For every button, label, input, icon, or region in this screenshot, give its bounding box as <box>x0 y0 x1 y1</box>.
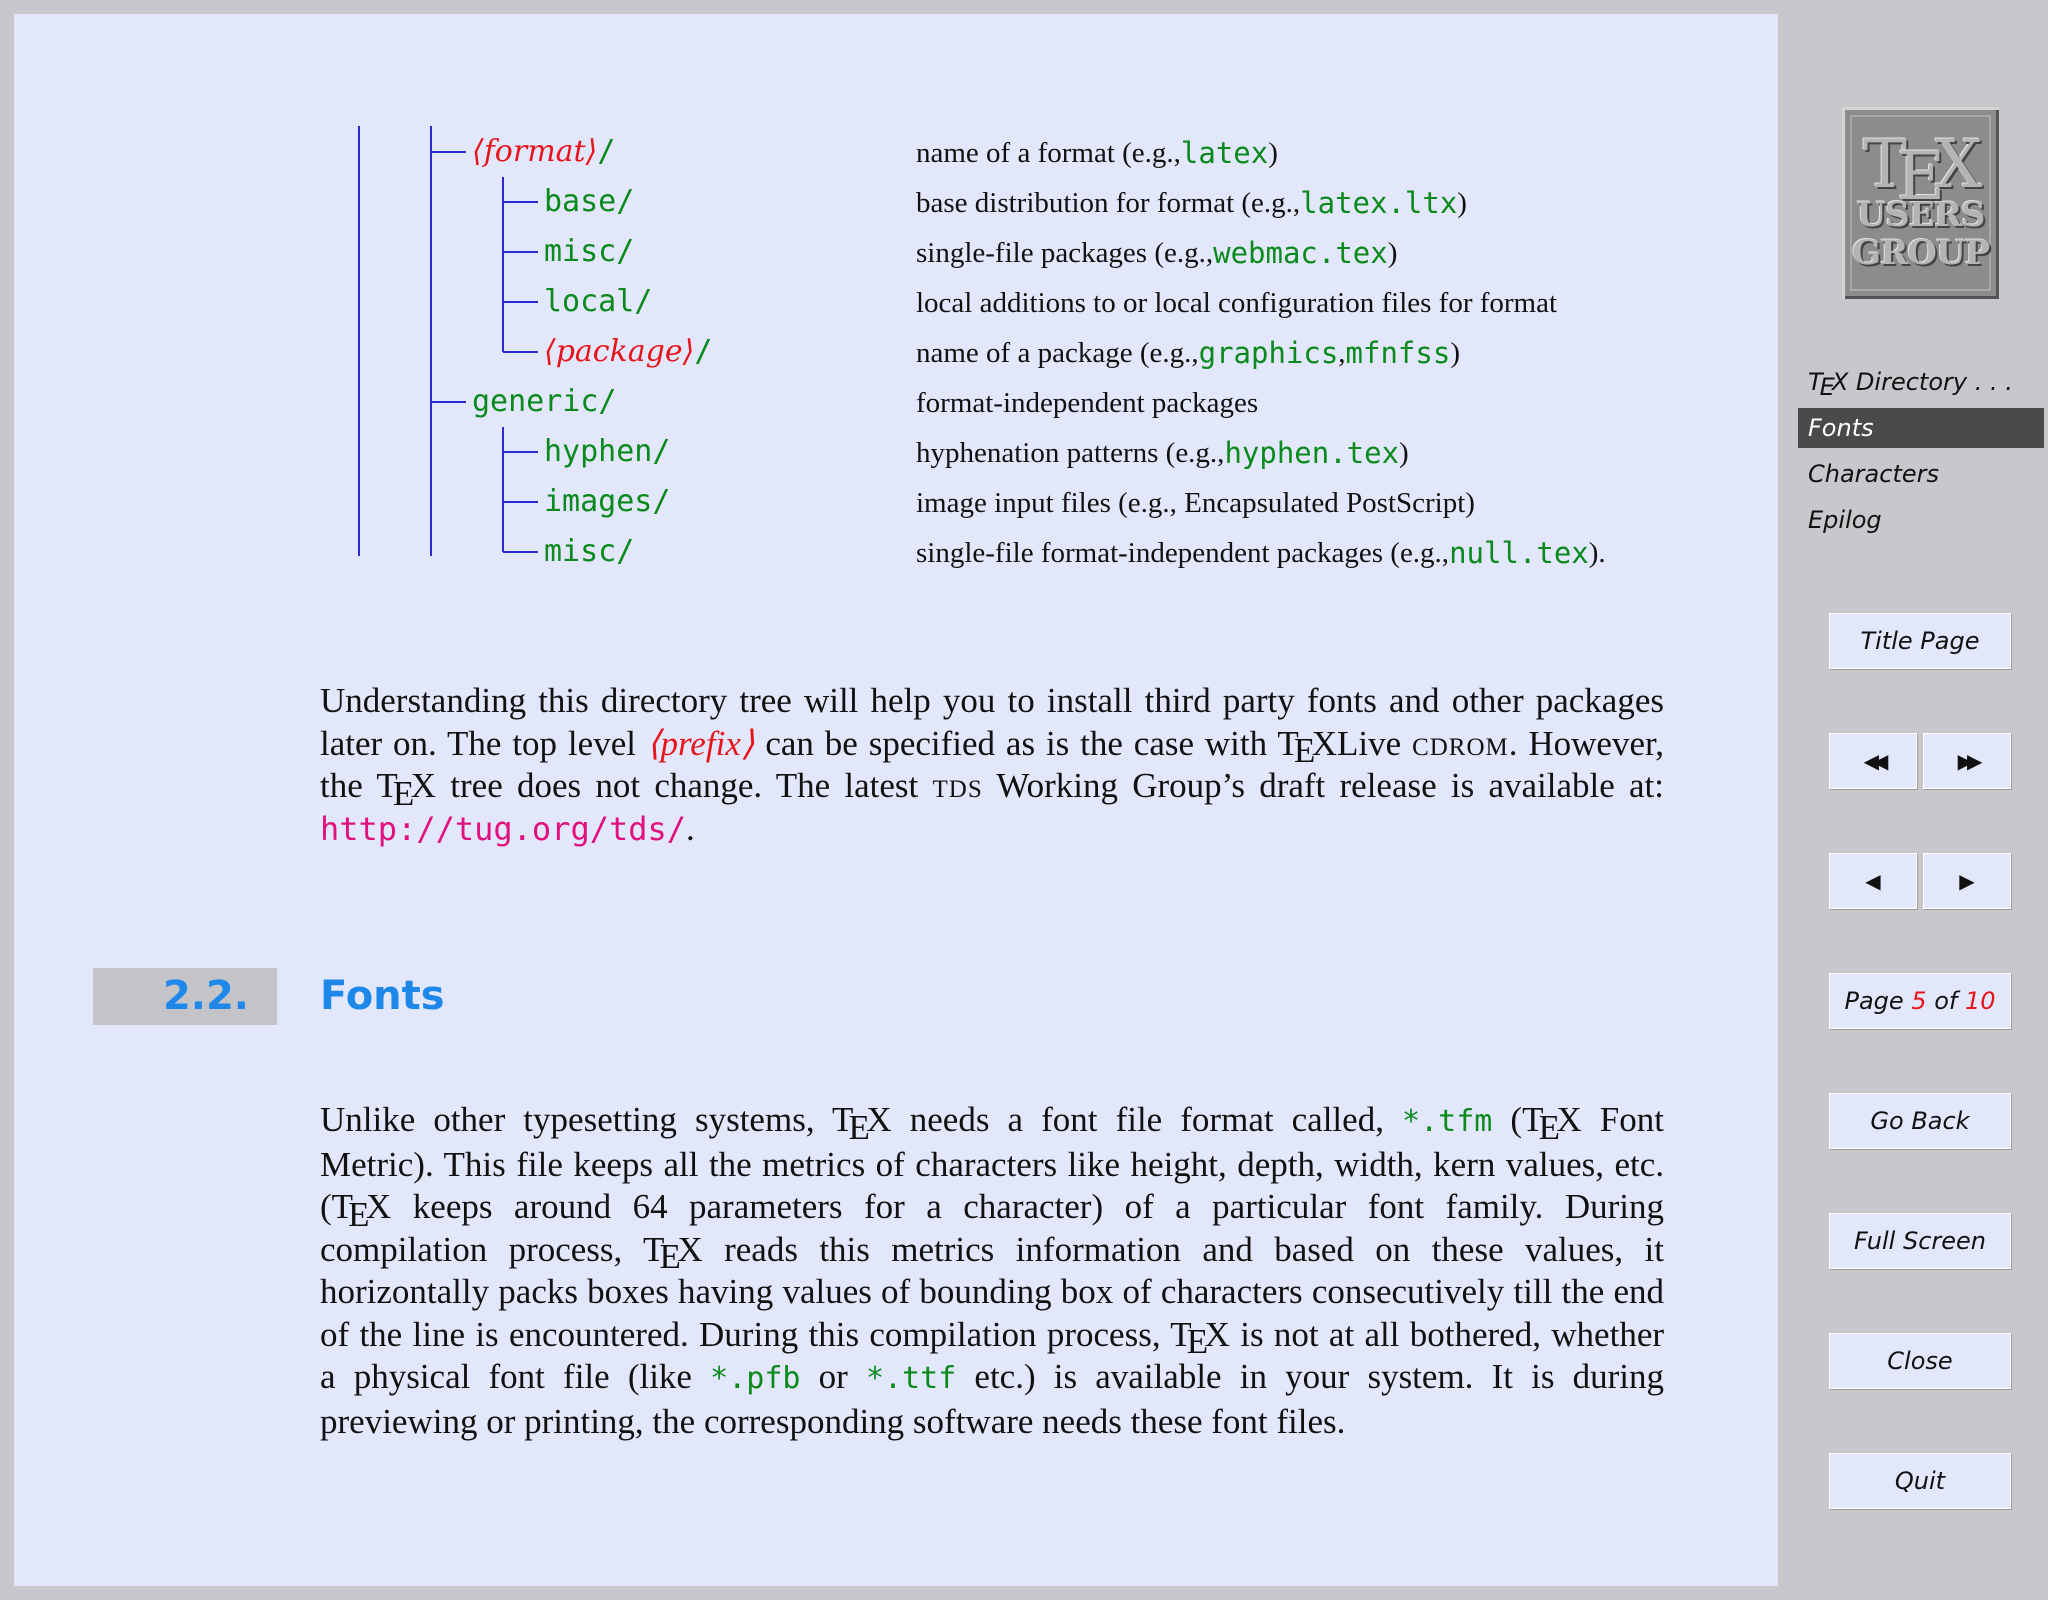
tree-folder-description: base distribution for format (e.g., latex.ltx ) <box>916 186 1467 220</box>
tex-logo: TEX <box>1522 1100 1582 1147</box>
tree-folder-name: hyphen/ <box>544 433 671 469</box>
prefix-variable: ⟨prefix⟩ <box>646 723 755 763</box>
tree-folder-name: base/ <box>544 183 635 219</box>
tex-logo: TEX <box>1277 723 1338 771</box>
section-number: 2.2. <box>162 973 249 1019</box>
previous-page-button[interactable] <box>1829 853 1917 909</box>
total-page-number: 10 <box>1964 987 1996 1015</box>
tree-folder-description: single-file packages (e.g., webmac.tex ) <box>916 236 1398 270</box>
go-back-button[interactable]: Go Back <box>1829 1093 2011 1149</box>
double-right-arrow-icon: ▶▶ <box>1957 749 1977 773</box>
pfb-extension: *.pfb <box>710 1361 801 1396</box>
tree-folder-name: misc/ <box>544 533 635 569</box>
tree-folder-description: hyphenation patterns (e.g., hyphen.tex ) <box>916 436 1409 470</box>
full-screen-button[interactable]: Full Screen <box>1829 1213 2011 1269</box>
paragraph-fonts: Unlike other typesetting systems, TEX needs a font file format called, *.tfm (TEX Font Metric). This file keeps all the metrics of characters like height, depth, width, kern values, etc. (TEX keeps around 64 parameters for a character) of a particular font family. During compilation process, TEX reads this metrics information and based on these values, it horizontally packs boxes having values of bounding box of characters consecutively till the end of the line is encountered. During this compilation process, TEX is not at all bothered, whether a physical font file (like *.pfb or *.ttf etc.) is available in your system. It is during previewing or printing, the corresponding software needs these font files. <box>320 1100 1665 1441</box>
nav-item-tex-directory[interactable]: TEX Directory . . . <box>1808 368 2013 401</box>
ttf-extension: *.ttf <box>865 1361 957 1396</box>
tree-folder-description: single-file format-independent packages (e.g., null.tex ). <box>916 536 1606 570</box>
current-page-number: 5 <box>1911 987 1927 1015</box>
close-button[interactable]: Close <box>1829 1333 2011 1389</box>
tree-folder-description: name of a package (e.g., graphics , mfnfss ) <box>916 336 1460 370</box>
tree-folder-name: ⟨package⟩ / <box>544 333 713 369</box>
tree-folder-description: format-independent packages <box>916 386 1259 419</box>
right-arrow-icon: ▶ <box>1959 869 1975 893</box>
nav-item-epilog[interactable]: Epilog <box>1808 506 1882 534</box>
page-indicator: Page 5 of 10 <box>1829 973 2011 1029</box>
tree-folder-description: image input files (e.g., Encapsulated PostScript) <box>916 486 1475 519</box>
tex-logo: TEX <box>643 1229 703 1277</box>
tex-users-group-logo: TEX USERS GROUP <box>1842 107 1999 299</box>
next-page-button[interactable] <box>1923 853 2011 909</box>
tfm-extension: *.tfm <box>1402 1104 1493 1139</box>
double-left-arrow-icon: ◀◀ <box>1863 749 1883 773</box>
paragraph-directory-tree: Understanding this directory tree will help you to install third party fonts and other packages later on. The top level ⟨prefix⟩ can be specified as is the case with TEXLive cdrom. However, the TEX tree does not change. The latest tds Working Group’s draft release is available at: http://tug.org/tds/. <box>320 681 1664 848</box>
tree-folder-name: images/ <box>544 483 671 519</box>
tex-logo: TEX <box>1170 1314 1230 1362</box>
tree-folder-name: ⟨format⟩ / <box>472 133 616 169</box>
last-page-button[interactable] <box>1923 733 2011 789</box>
first-page-button[interactable] <box>1829 733 1917 789</box>
tree-folder-description: local additions to or local configuration files for format <box>916 286 1558 319</box>
quit-button[interactable]: Quit <box>1829 1453 2011 1509</box>
nav-item-fonts[interactable]: Fonts <box>1798 408 2044 448</box>
tex-logo: TEX <box>331 1187 392 1234</box>
left-arrow-icon: ◀ <box>1865 869 1881 893</box>
title-page-button[interactable]: Title Page <box>1829 613 2011 669</box>
nav-item-characters[interactable]: Characters <box>1808 460 1939 488</box>
tree-folder-name: misc/ <box>544 233 635 269</box>
tree-folder-name: generic/ <box>472 383 617 419</box>
tree-folder-name: local/ <box>544 283 653 319</box>
section-title: Fonts <box>320 973 445 1019</box>
tex-logo: TEX <box>376 766 437 813</box>
tree-folder-description: name of a format (e.g., latex ) <box>916 136 1278 170</box>
tds-url-link[interactable]: http://tug.org/tds/ <box>320 809 687 848</box>
tex-logo: TEX <box>832 1100 892 1147</box>
